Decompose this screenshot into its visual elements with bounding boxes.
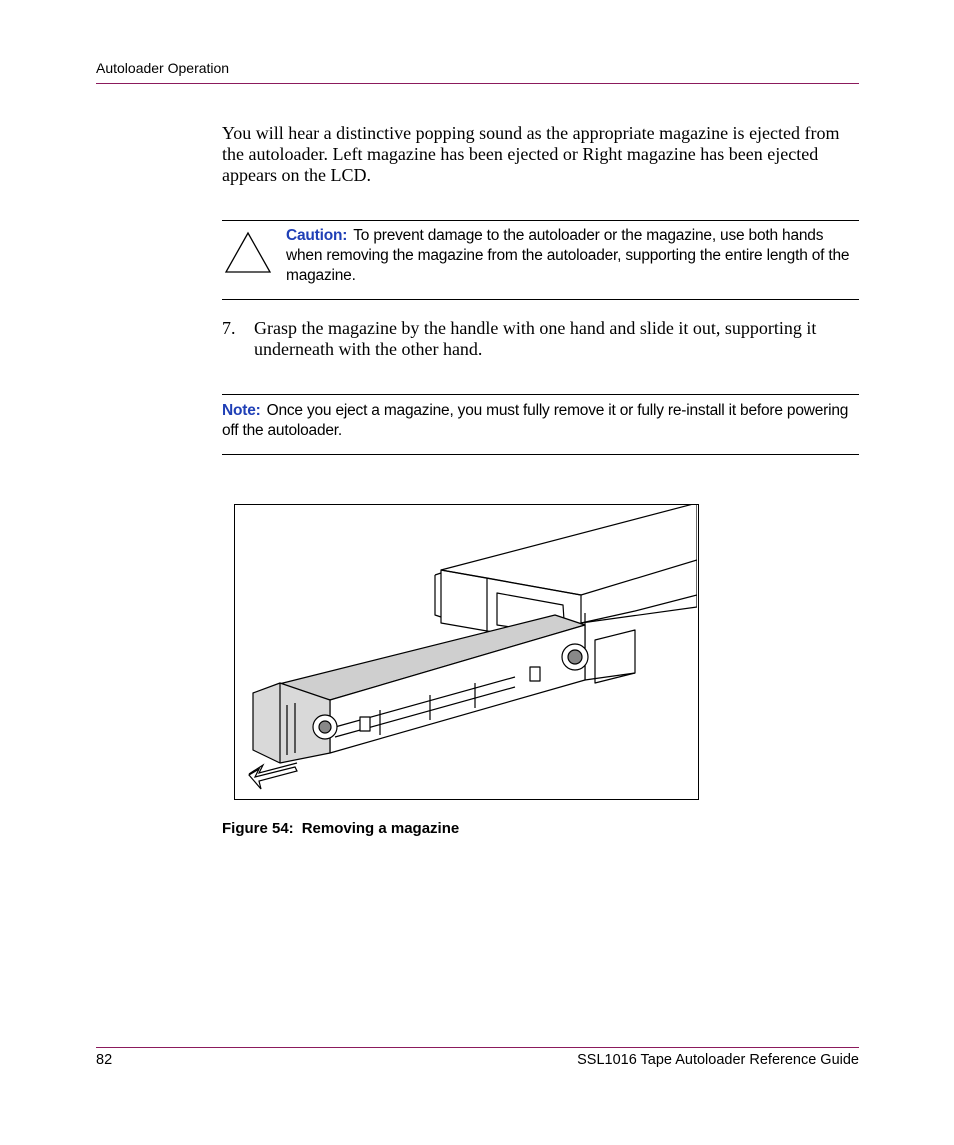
autoloader-front-bezel xyxy=(441,570,487,631)
caution-top-rule xyxy=(222,220,859,221)
note-text: Once you eject a magazine, you must fully remove it or fully re-install it before powering off the autoloader. xyxy=(222,402,849,439)
document-title: SSL1016 Tape Autoloader Reference Guide xyxy=(577,1052,859,1068)
body-paragraph: You will hear a distinctive popping sound as the appropriate magazine is ejected from the autoloader. Left magazine has been ejected or Right magazine has been ejected appears on the LCD. xyxy=(222,123,840,185)
page-number: 82 xyxy=(96,1052,113,1068)
note-label: Note: xyxy=(222,402,261,419)
step-number: 7. xyxy=(222,318,236,338)
note-bottom-rule xyxy=(222,454,859,455)
figure-title: Removing a magazine xyxy=(301,820,460,837)
magazine-removal-illustration xyxy=(235,505,697,798)
footer-rule xyxy=(96,1047,859,1048)
pull-direction-arrow xyxy=(249,763,297,789)
header-rule xyxy=(96,83,859,84)
caution-text-block xyxy=(286,226,861,286)
figure-label: Figure 54: xyxy=(222,820,294,837)
running-header: Autoloader Operation xyxy=(96,60,230,76)
caution-bottom-rule xyxy=(222,299,859,300)
note-text-block xyxy=(222,401,859,441)
figure-frame xyxy=(234,504,699,800)
note-top-rule xyxy=(222,394,859,395)
caution-triangle-icon xyxy=(224,231,272,280)
caution-label: Caution: xyxy=(286,227,348,244)
caution-text: To prevent damage to the autoloader or the magazine, use both hands when removing the magazine from the autoloader, supporting the entire length of the magazine. xyxy=(286,227,850,284)
figure-caption xyxy=(222,820,459,837)
step-text: Grasp the magazine by the handle with one hand and slide it out, supporting it underneath with the other hand. xyxy=(254,318,817,359)
